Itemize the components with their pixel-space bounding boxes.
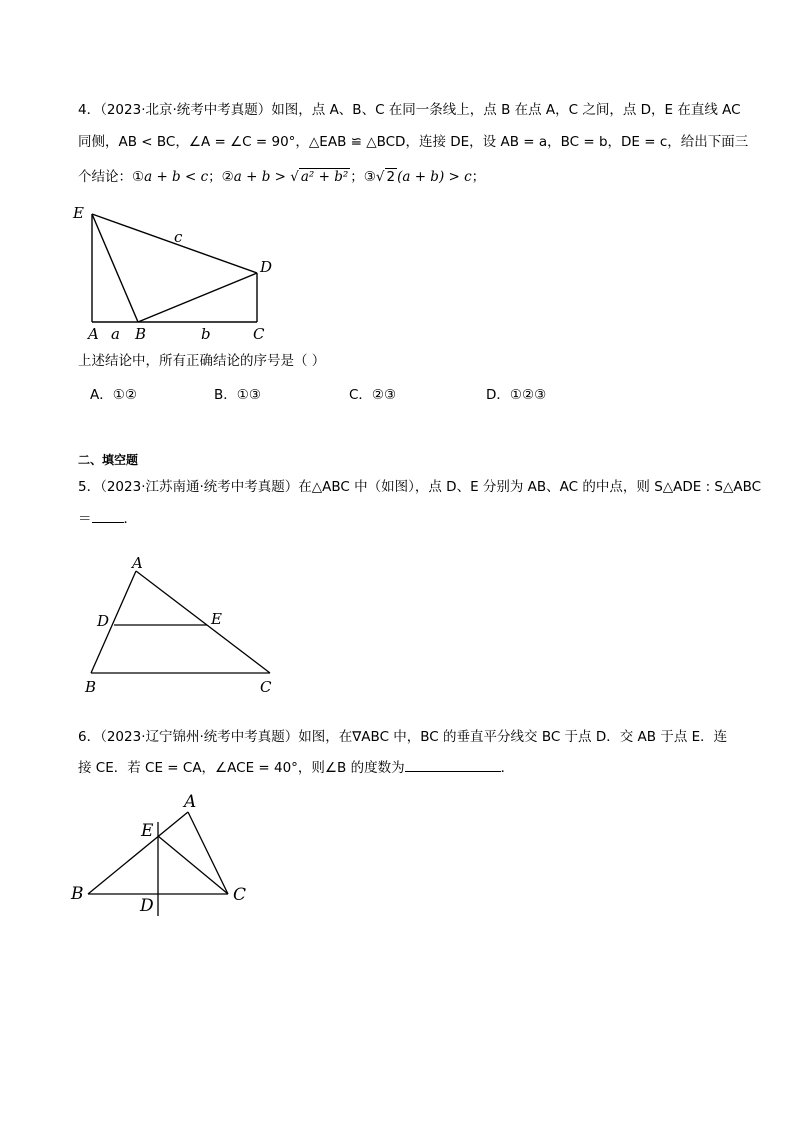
q5-line1: 5．（2023·江苏南通·统考中考真题）在△ABC 中（如图），点 D、E 分别为 AB、AC 的中点，则 S△ADE : S△ABC [78, 479, 762, 495]
q6-label-a: A [184, 792, 197, 812]
q6-line2 [78, 757, 514, 778]
q6-line2-text: 接 CE．若 CE = CA，∠ACE = 40°，则∠B 的度数为 [78, 760, 405, 776]
q6-label-c: C [233, 885, 247, 905]
q6-end: ． [500, 760, 515, 776]
q6-segment-ac [188, 812, 228, 894]
q4-conclusion-3-rest: (a + b) > c [397, 169, 472, 185]
q5-figure [80, 555, 300, 695]
q6-label-e: E [141, 821, 154, 841]
q4-line3-prefix: 个结论：① [78, 169, 145, 185]
q6-figure [68, 790, 288, 930]
q5-label-c: C [260, 678, 272, 696]
q4-segment-bd [138, 273, 257, 322]
q5-label-a: A [132, 554, 143, 572]
q6-segment-ba [88, 812, 188, 894]
q4-label-b: B [135, 325, 147, 343]
q5-line2 [78, 508, 137, 529]
q4-line3: 个结论：①a + b < c；②a + b > √ a² + b² ；③√ 2 (a + b) > c； [78, 169, 486, 185]
q4-label-e: E [73, 204, 84, 222]
q4-option-a[interactable]: A．①② [90, 387, 137, 403]
q4-sep1: ；② [208, 169, 234, 185]
q4-conclusion-3-sqrt: 2 [386, 169, 396, 185]
q4-line1: 4．（2023·北京·统考中考真题）如图，点 A、B、C 在同一条线上，点 B 在点 A，C 之间，点 D，E 在直线 AC [78, 102, 741, 118]
q5-equals: ＝ [78, 511, 92, 527]
q4-label-a: A [88, 325, 99, 343]
q5-answer-blank[interactable] [92, 508, 124, 523]
q5-label-e: E [211, 610, 222, 628]
q6-label-d: D [140, 896, 154, 916]
q4-end: ； [471, 169, 486, 185]
q5-end: ． [123, 511, 137, 527]
q5-label-b: B [85, 678, 97, 696]
q6-line1: 6．（2023·辽宁锦州·统考中考真题）如图，在∇ABC 中，BC 的垂直平分线交 BC 于点 D．交 AB 于点 E．连 [78, 729, 728, 745]
q4-conclusion-2-left: a + b > [233, 169, 286, 185]
q6-label-b: B [71, 884, 84, 904]
q4-segment-eb [92, 214, 138, 322]
q4-label-c-small: c [174, 228, 183, 246]
q4-label-a-small: a [111, 325, 120, 343]
section-title: 二、填空题 [78, 453, 139, 467]
q4-label-c: C [253, 325, 265, 343]
q4-label-b-small: b [201, 325, 211, 343]
q4-conclusion-2-sqrt: a² + b² [300, 169, 349, 185]
q4-label-d: D [260, 258, 273, 276]
q6-segment-ec [158, 836, 228, 894]
q4-figure [70, 200, 290, 343]
q6-answer-blank[interactable] [405, 757, 501, 772]
q4-conclusion-1: a + b < c [144, 169, 209, 185]
q4-line2: 同侧，AB < BC，∠A = ∠C = 90°，△EAB ≌ △BCD，连接 DE，设 AB = a，BC = b，DE = c，给出下面三 [78, 134, 749, 150]
q4-option-c[interactable]: C．②③ [349, 387, 397, 403]
q4-sep2: ；③ [350, 169, 376, 185]
q4-option-b[interactable]: B．①③ [214, 387, 261, 403]
q5-label-d: D [97, 612, 110, 630]
q4-question: 上述结论中，所有正确结论的序号是（ ） [78, 353, 326, 369]
q4-option-d[interactable]: D．①②③ [486, 387, 547, 403]
q5-segment-ac [136, 571, 270, 673]
